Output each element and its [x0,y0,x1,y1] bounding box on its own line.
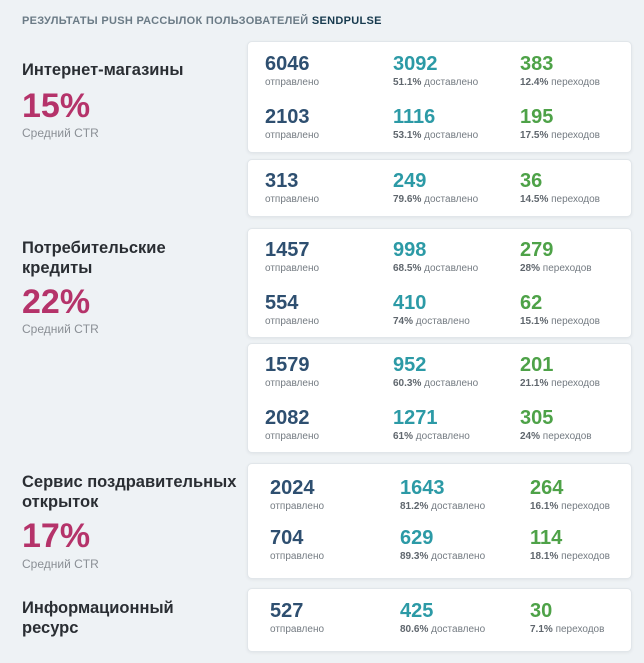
clicks-stat: 383 12.4% переходов [520,53,600,88]
clicks-stat: 264 16.1% переходов [530,477,610,512]
sent-stat: 1457 отправлено [265,239,320,274]
sent-stat: 527 отправлено [270,600,325,635]
ctr-label: Средний CTR [22,126,99,140]
sent-stat: 2082 отправлено [265,407,320,442]
clicks-stat: 279 28% переходов [520,239,592,274]
sent-stat: 1579 отправлено [265,354,320,389]
section-title: Интернет-магазины [22,61,184,79]
delivered-stat: 629 89.3% доставлено [400,527,486,562]
stats-row [248,526,631,570]
stats-row [248,105,631,149]
stats-row [248,476,631,520]
section-title: Информационный ресурс [22,599,174,637]
sent-stat: 554 отправлено [265,292,320,327]
ctr-value: 17% [22,517,91,555]
sent-stat: 6046 отправлено [265,53,320,88]
brand-name: SENDPULSE [311,15,382,27]
clicks-stat: 30 7.1% переходов [530,600,605,635]
stats-row [248,599,631,643]
clicks-stat: 62 15.1% переходов [520,292,600,327]
delivered-stat: 249 79.6% доставлено [393,170,479,205]
ctr-value: 15% [22,87,91,125]
stats-card [247,463,632,579]
delivered-stat: 998 68.5% доставлено [393,239,479,274]
stats-row [248,52,631,96]
delivered-stat: 1643 81.2% доставлено [400,477,486,512]
ctr-value: 22% [22,283,91,321]
stats-card [247,228,632,338]
delivered-stat: 1116 53.1% доставлено [393,106,479,141]
delivered-stat: 952 60.3% доставлено [393,354,479,389]
clicks-stat: 305 24% переходов [520,407,592,442]
clicks-stat: 201 21.1% переходов [520,354,600,389]
stats-card [247,159,632,217]
clicks-stat: 114 18.1% переходов [530,527,610,562]
stats-card [247,41,632,153]
clicks-stat: 36 14.5% переходов [520,170,600,205]
stats-row [248,353,631,397]
section-title: Потребительские кредиты [22,239,166,277]
ctr-label: Средний CTR [22,557,99,571]
sent-stat: 2024 отправлено [270,477,325,512]
stats-card [247,343,632,453]
delivered-stat: 410 74% доставлено [393,292,470,327]
stats-row [248,291,631,335]
title-text: РЕЗУЛЬТАТЫ PUSH РАССЫЛОК ПОЛЬЗОВАТЕЛЕЙ [22,15,309,27]
stats-row [248,406,631,450]
section-title: Сервис поздравительных открыток [22,473,237,511]
stats-row [248,238,631,282]
sent-stat: 704 отправлено [270,527,325,562]
delivered-stat: 425 80.6% доставлено [400,600,486,635]
delivered-stat: 3092 51.1% доставлено [393,53,479,88]
stats-card [247,588,632,652]
sent-stat: 313 отправлено [265,170,320,205]
clicks-stat: 195 17.5% переходов [520,106,600,141]
sent-stat: 2103 отправлено [265,106,320,141]
page-title [22,15,382,27]
ctr-label: Средний CTR [22,322,99,336]
delivered-stat: 1271 61% доставлено [393,407,470,442]
stats-row [248,169,631,213]
